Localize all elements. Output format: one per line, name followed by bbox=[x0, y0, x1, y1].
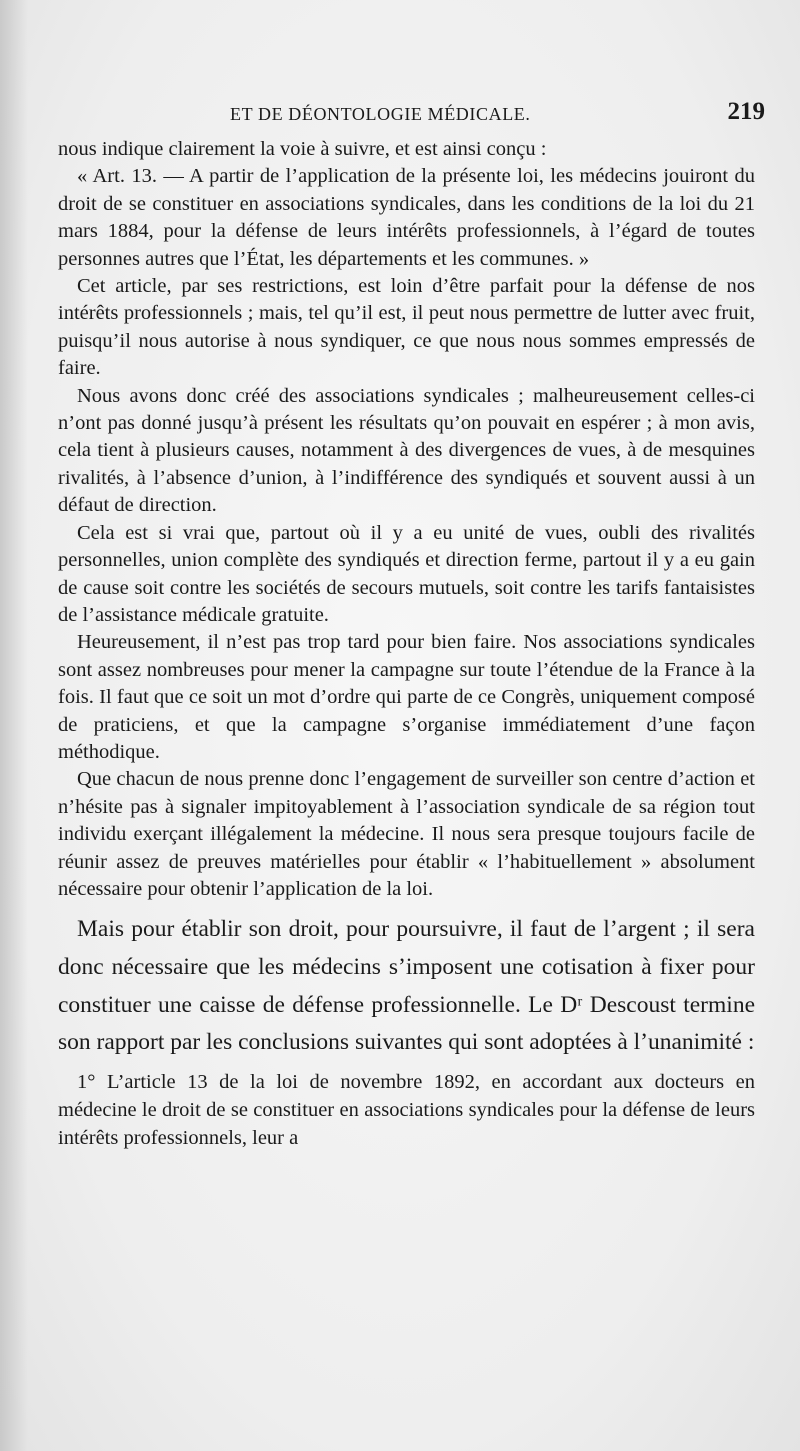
page-number: 219 bbox=[727, 98, 765, 125]
page-spine-shadow bbox=[0, 0, 28, 1451]
body-large-print bbox=[58, 911, 755, 1061]
running-header bbox=[60, 98, 765, 134]
paragraph-continuation: nous indique clairement la voie à suivre, et est ainsi conçu : bbox=[58, 138, 547, 160]
paragraph-campaign: Heureusement, il n’est pas trop tard pour bien faire. Nos associations syndicales sont assez nombreuses pour mener la campagne sur toute l’étendue de la France à la fois. Il faut que ce soit un mot d’ordre qui parte de ce Congrès, uniquement composé de praticiens, et que la campagne s’organise immédiatement d’une façon méthodique. bbox=[58, 631, 755, 763]
paragraph-surveillance: Que chacun de nous prenne donc l’engagement de surveiller son centre d’action et n’hésite pas à signaler impitoyablement à l’association syndicale de sa région tout individu exerçant illégalement la médecine. Il nous sera presque toujours facile de réunir assez de preuves matérielles pour établir « l’habituellement » absolument nécessaire pour obtenir l’application de la loi. bbox=[58, 768, 755, 900]
paragraph-funding: Mais pour établir son droit, pour poursuivre, il faut de l’argent ; il sera donc nécessaire que les médecins s’imposent une cotisation à fixer pour constituer une caisse de défense professionnelle. Le Dʳ Descoust termine son rapport par les conclusions suivantes qui sont adoptées à l’unanimité : bbox=[58, 916, 755, 1056]
paragraph-associations: Nous avons donc créé des associations syndicales ; malheureusement celles-ci n’ont pas donné jusqu’à présent les résultats qu’on pouvait en espérer ; à mon avis, cela tient à plusieurs causes, notamment à des divergences de vues, à de mesquines rivalités, à l’absence d’union, à l’indifférence des syndiqués et souvent aussi à un défaut de direction. bbox=[58, 384, 755, 517]
running-title: ET DE DÉONTOLOGIE MÉDICALE. bbox=[230, 104, 531, 124]
paragraph-restrictions: Cet article, par ses restrictions, est loin d’être parfait pour la défense de nos intérêts professionnels ; mais, tel qu’il est, il peut nous permettre de lutter avec fruit, puisqu’il nous autorise à nous syndiquer, ce que nous nous sommes empressés de faire. bbox=[58, 275, 755, 380]
conclusion-item-1: 1° L’article 13 de la loi de novembre 1892, en accordant aux docteurs en médecine le droit de se constituer en associations syndicales pour la défense de leurs intérêts professionnels, leur a bbox=[58, 1070, 755, 1149]
page-body bbox=[58, 136, 755, 1152]
conclusions-list bbox=[58, 1068, 755, 1152]
body-small-print bbox=[58, 136, 755, 903]
paragraph-article-13: « Art. 13. — A partir de l’application de la présente loi, les médecins jouiront du droit de se constituer en associations syndicales, dans les conditions de la loi du 21 mars 1884, pour la défense de leurs intérêts professionnels, à l’égard de toutes personnes autres que l’État, les départements et les communes. » bbox=[58, 165, 755, 270]
paragraph-unity: Cela est si vrai que, partout où il y a eu unité de vues, oubli des rivalités personnelles, union complète des syndiqués et direction ferme, partout il y a eu gain de cause soit contre les sociétés de secours mutuels, soit contre les tarifs fantaisistes de l’assistance médicale gratuite. bbox=[58, 521, 755, 626]
